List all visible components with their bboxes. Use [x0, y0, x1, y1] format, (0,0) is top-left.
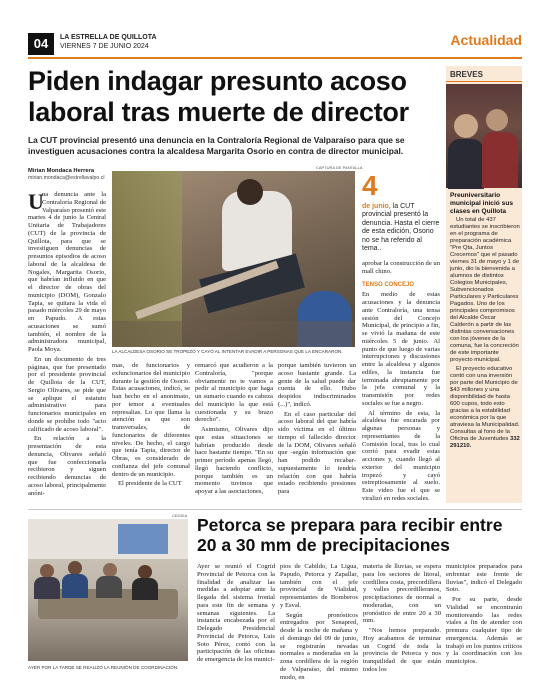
- byline-email: mirian.mondaca@estrellavalpo.cl: [28, 175, 105, 181]
- paragraph: na denuncia ante la Contraloría Regional de Valparaíso presentó este martes 4 de junio la Central Unitaria de Trabajadores (CUT) de la provincia de Quillota, para que se investiguen denuncias de presuntos episodios de acoso laboral de la alcaldesa de Nogales, Margarita Osorio, que habrían influido en que el director de obras del municipio (DOM), Gonzalo Tapia, se quitara la vida el pasado miércoles 29 de mayo en Papudo. A estas acusaciones se sumó también, el nombre de la administradora municipal, Paola Moya.: [28, 191, 107, 353]
- header-rule: [28, 57, 522, 59]
- breves-phone: 332 291210.: [450, 436, 520, 449]
- byline-name: Mirian Mondaca Herrera: [28, 168, 95, 174]
- second-headline: Petorca se prepara para recibir entre 20 a 30 mm de precipitaciones: [197, 515, 503, 555]
- paragraph: materia de lluvias, se espera para los sectores de litoral, cordillera costa, precordillera y valles precordilleranos, precipitaciones de normal a moderadas, con un pronóstico de entre 20 a 30 mm.: [363, 563, 441, 625]
- paragraph: pios de Cabildo, La Ligua, Papudo, Petorca y Zapallar, también con el jefe provincial de Vialidad, representantes de Bomberos y Esval.: [280, 563, 358, 609]
- breves-box: [446, 66, 522, 503]
- paragraph: Según pronósticos entregados por Senapred, desde la noche de mañana y el domingo del 09 de junio, se registrarán nevadas normales a moderadas en la zona cordillera de la región de Valparaíso, del mismo modo, en: [280, 611, 358, 681]
- main-column-4: [278, 362, 356, 503]
- paragraph: Ayer se reunió el Cogrid Provincial de Petorca con la finalidad de analizar las medidas a adoptar ante la llegada del sistema frontal para este fin de semana y semanas siguientes. La instancia encabezada por el Delegado Presidencial Provincial de Petorca, Luis Soto Pérez, contó con la participación de las oficinas de emergencia de los munici-: [197, 563, 275, 663]
- second-photo-credit: CEDIDA: [172, 513, 188, 518]
- main-photo-credit: CAPTURA DE PANTALLA: [316, 165, 363, 170]
- dropcap: U: [28, 189, 44, 214]
- paragraph: municipios preparados para enfrentar este frente de lluvias", indicó el Delegado Soto.: [446, 563, 522, 594]
- second-column-1: [197, 563, 275, 673]
- main-column-3: [195, 362, 273, 503]
- breves-title: BREVES: [450, 70, 483, 79]
- main-column-2: [112, 362, 190, 503]
- stat-number: 4: [362, 170, 378, 201]
- page-number: 04: [28, 33, 54, 55]
- edition-date: VIERNES 7 DE JUNIO 2024: [60, 43, 149, 50]
- breves-headline: Preuniversitario municipal inició sus clases en Quillota: [450, 192, 514, 215]
- breves-body: [450, 217, 520, 450]
- publication-name: LA ESTRELLA DE QUILLOTA: [60, 34, 157, 41]
- stat-box: [362, 203, 440, 253]
- second-column-3: [363, 563, 441, 673]
- paragraph: Asimismo, Olivares dijo que estas situaciones se habrían producido desde hace bastante tiempo. "En su primer período apenas llegó, llegó haciendo conflicto, porque también es un momento tuvimos que apoyar a las asociaciones,: [195, 426, 273, 495]
- main-column-1: [28, 191, 106, 503]
- paragraph: En el caso particular del acoso laboral del que habría sido víctima en el último tiempo el fallecido director de la DOM, Olivares señaló que -según información que han podido recabar- supuestamente lo tendría relación con que habría estado recibiendo presiones para: [278, 410, 356, 495]
- paragraph: "Nos hemos preparado. Hoy acabamos de terminar un Cogrid de toda la provincia de Petorca y nos tranquilidad de que están todos los: [363, 627, 441, 673]
- main-photo: [112, 171, 355, 347]
- second-photo: [28, 519, 188, 661]
- paragraph: El presidente de la CUT: [118, 480, 182, 488]
- breves-paragraph: Un total de 437 estudiantes se inscribieron en el programa de preparación académica "Pre Qta, Juntos Crecemos" que el pasado viernes 31 de mayo y 1 de junio, dio la bienvenida a alumnos de distintos Colegios Municipales, Subvencionados Particulares y Particulares Pagados. Uno de los principales compromisos del Alcalde Óscar Calderón a partir de las distintas conversaciones con los jóvenes de la comuna, fue la concreción de este importante proyecto municipal.: [450, 217, 520, 363]
- paragraph: aprobar la construcción de un mall chino.: [362, 260, 440, 275]
- paragraph: Al término de esta, la alcaldesa fue encarada por algunas personas y representantes de la Comisión local, tras lo cual corrió para evadir estas acciones y, cuando llegó al exterior del municipio tropezó y cayó estrepitosamente al suelo. Este video fue el que se viralizó en redes sociales.: [362, 409, 440, 502]
- paragraph: mas, de funcionarios y exfuncionarios del municipio durante la gestión de Osorio. Estas acusaciones, indicó, se han hecho en el anonimato, por temor a eventuales represalias. Lo que llama la atención es que son transversales, de funcionarios de diferentes niveles. De hecho, el cargo que tenía Tapia, director de Obras, es considerado de confianza del jefe comunal dentro de un municipio.: [112, 362, 190, 478]
- second-photo-caption: AYER POR LA TARDE SE REALIZÓ LA REUNIÓN DE COORDINACIÓN.: [28, 665, 179, 670]
- main-lead: La CUT provincial presentó una denuncia en la Contraloría Regional de Valparaíso para que se investiguen acusaciones contra la alcaldesa Margarita Osorio en contra de director municipal.: [28, 135, 405, 156]
- stat-bold: de junio: [362, 203, 389, 210]
- paragraph: En relación a la presentación de esta denuncia, Olivares señaló que fue confeccionarla recibieron y siguen recibiendo denuncias de acoso laboral, principalmente anóni-: [28, 435, 106, 497]
- paragraph: remarcó que acudieron a la Contraloría, "porque obviamente no te vamos a pedir al municipio que haga un sumario cuando es cabeza del municipio la que está cuestionada y su brazo derecho".: [195, 362, 273, 424]
- main-photo-caption: LA ALCALDESA OSORIO SE TROPEZÓ Y CAYÓ AL INTENTAR EVADIR A PERSONAS QUE LA ENCARARON.: [112, 349, 343, 354]
- page-header: [0, 0, 550, 56]
- second-divider: [28, 509, 522, 510]
- breves-paragraph-2: El proyecto educativo contó con una inversión por parte del Municipio de $43 millones y una disponibilidad de hasta 600 cupos, todo esto gracias a la estabilidad económica por la que atraviesa la Municipalidad. Consultas al fono de la Oficina de Juventudes: [450, 366, 520, 442]
- breves-photo: [446, 84, 522, 188]
- section-name: Actualidad: [450, 32, 522, 48]
- paragraph: En un documento de tres páginas, que fue presentado por el presidente provincial de Quillota de la CUT, Sergio Olivares, se pide que se aplique el estatuto administrativo para funcionarios municipales en donde se prohíbe todo "acto calificado de acoso laboral".: [28, 355, 106, 433]
- second-column-4: [446, 563, 522, 673]
- stat-text: , la CUT provincial presentó la denuncia. Hasta el cierre de esta edición, Osorio no se ha referido al tema..: [362, 203, 440, 253]
- main-column-5: [362, 260, 440, 503]
- subhead: TENSO CONCEJO: [362, 281, 415, 288]
- paragraph: En medio de estas acusaciones y la denuncia ante Contraloría, una tensa sesión del Concejo Municipal, de principio a fin, se vivió la mañana de este miércoles 5 de junio. Al punto de que luego de varias interrupciones y discusiones entre la alcaldesa y algunos ediles, la instancia fue terminada abruptamente por la jefa comunal y la transmisión por redes sociales se fue a negro.: [362, 291, 440, 407]
- paragraph: porque también tuvieron un acoso bastante grande. La gente de la salud puede dar cuenta de ello. Hubo despidos indiscriminados (...)", indicó.: [278, 362, 356, 408]
- paragraph: Por su parte, desde Vialidad se encontrarán monitoreando las redes viales a fin de atender con premura cualquier tipo de emergencia. Además se trabajó en los puntos críticos y la coordinación con los municipios.: [446, 596, 522, 665]
- main-headline: Piden indagar presunto acoso laboral tras muerte de director: [28, 66, 409, 127]
- second-column-2: [280, 563, 358, 681]
